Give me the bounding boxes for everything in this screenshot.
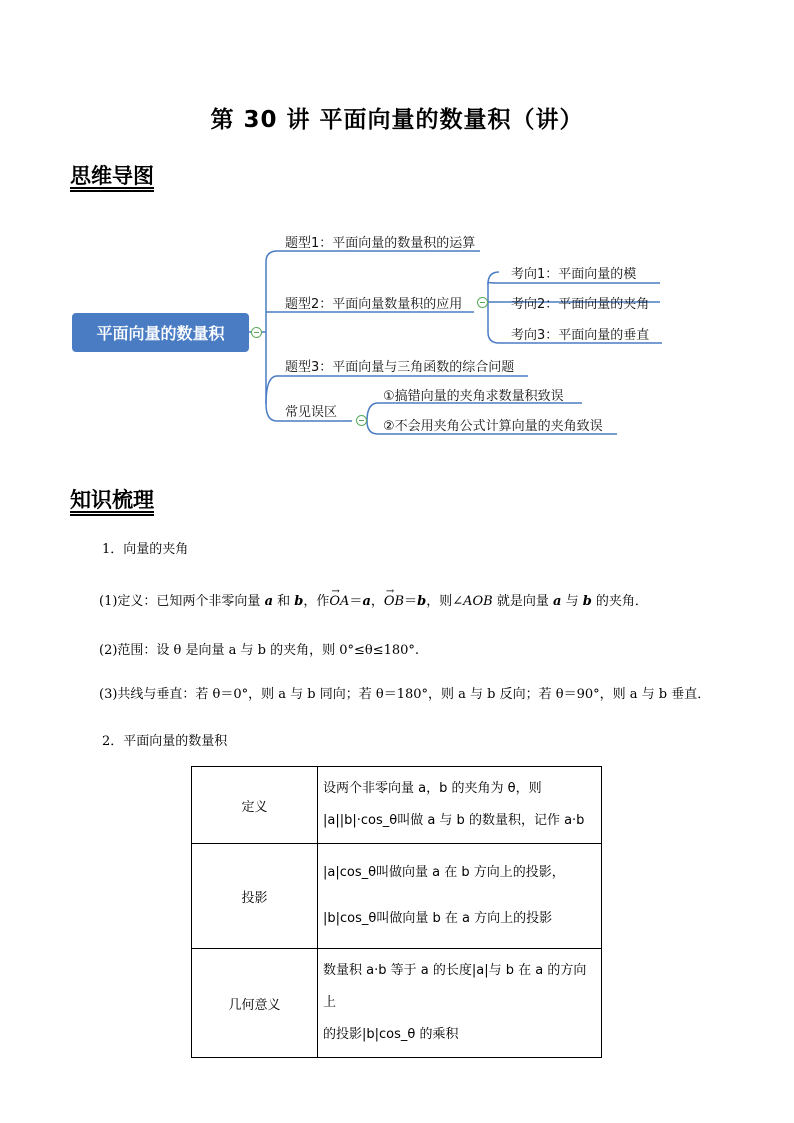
paragraph-definition: (1)定义：已知两个非零向量 a 和 b，作OA → ＝a，OB → ＝b，则∠AOB 就是向量 a 与 b 的夹角．	[99, 586, 648, 609]
table-key-projection: 投影	[192, 844, 318, 949]
table-key-geometric-meaning: 几何意义	[192, 949, 318, 1058]
vector-arrow-icon: →	[385, 586, 395, 597]
vector-arrow-icon: →	[331, 586, 340, 597]
mind-map-node-type2: 题型2：平面向量数量积的应用	[285, 297, 463, 312]
section-heading-mind-map: 思维导图	[70, 164, 154, 188]
table-row	[192, 844, 602, 949]
collapse-minus-icon[interactable]	[356, 415, 367, 426]
mind-map-central-node: 平面向量的数量积	[72, 313, 249, 352]
mind-map-node-type3: 题型3：平面向量与三角函数的综合问题	[285, 360, 515, 375]
paragraph-collinear: (3)共线与垂直：若 θ＝0°，则 a 与 b 同向；若 θ＝180°，则 a 与 b 反向；若 θ＝90°，则 a 与 b 垂直．	[99, 687, 711, 702]
mind-map-node-direction2: 考向2：平面向量的夹角	[511, 297, 650, 312]
subheading-vector-angle: 1．向量的夹角	[102, 542, 189, 557]
section-heading-knowledge: 知识梳理	[70, 488, 154, 512]
paragraph-range: (2)范围：设 θ 是向量 a 与 b 的夹角，则 0°≤θ≤180°.	[99, 643, 420, 658]
table-value-projection: |a|cos_θ叫做向量 a 在 b 方向上的投影， |b|cos_θ叫做向量 b 在 a 方向上的投影	[318, 844, 602, 949]
mind-map-node-mistake1: ①搞错向量的夹角求数量积致误	[383, 389, 564, 404]
table-key-definition: 定义	[192, 767, 318, 844]
collapse-minus-icon[interactable]	[251, 327, 262, 338]
table-value-definition: 设两个非零向量 a，b 的夹角为 θ，则 |a||b|·cos_θ叫做 a 与 b 的数量积，记作 a·b	[318, 767, 602, 844]
table-value-geometric-meaning: 数量积 a·b 等于 a 的长度|a|与 b 在 a 的方向上 的投影|b|cos_θ 的乘积	[318, 949, 602, 1058]
mind-map-node-type1: 题型1：平面向量的数量积的运算	[285, 236, 476, 251]
table-row	[192, 767, 602, 844]
subheading-dot-product: 2．平面向量的数量积	[102, 734, 228, 749]
table-row	[192, 949, 602, 1058]
page-title: 第 30 讲 平面向量的数量积（讲）	[210, 107, 584, 133]
mind-map-node-mistakes: 常见误区	[285, 405, 338, 420]
mind-map-node-direction3: 考向3：平面向量的垂直	[511, 328, 650, 343]
dot-product-table	[191, 766, 602, 1058]
mind-map-node-direction1: 考向1：平面向量的模	[511, 267, 637, 282]
mind-map-node-mistake2: ②不会用夹角公式计算向量的夹角致误	[383, 419, 603, 434]
collapse-minus-icon[interactable]	[477, 297, 488, 308]
